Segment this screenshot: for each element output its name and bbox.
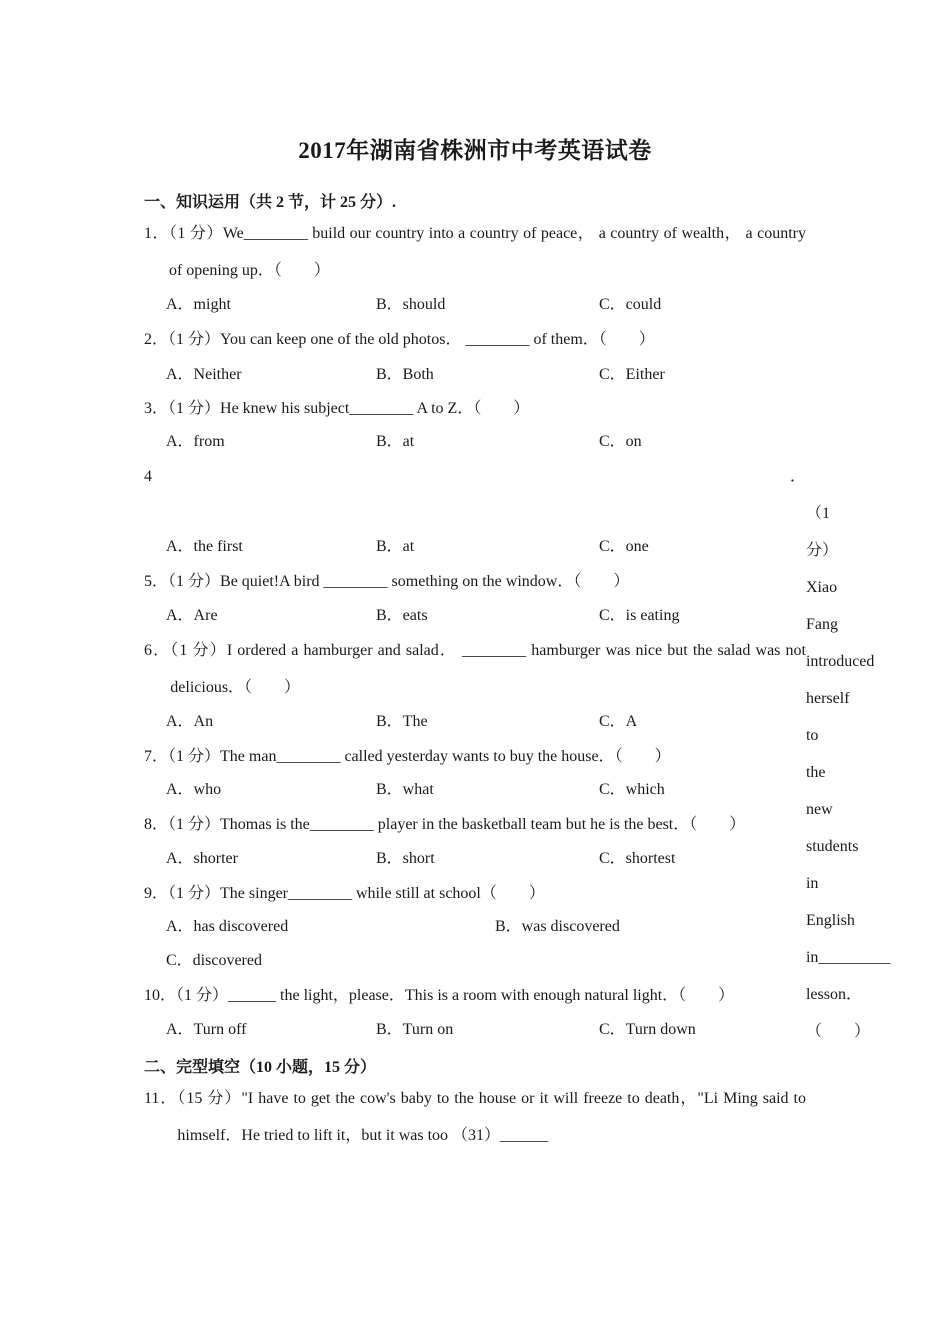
option-b[interactable]: B．at xyxy=(376,433,415,450)
question-10 xyxy=(144,977,806,1014)
option-c[interactable]: C．could xyxy=(599,296,662,313)
section-heading-1: 一、知识运用（共 2 节，计 25 分）. xyxy=(144,194,397,211)
question-stem: （1 分）You can keep one of the old photos． ________ of them．（ ） xyxy=(168,331,655,348)
option-a[interactable]: A．shorter xyxy=(166,850,238,867)
question-stem: （1 分）Thomas is the________ player in the basketball team but he is the best．（ ） xyxy=(168,816,746,833)
question-number: 8． xyxy=(144,816,169,833)
option-c[interactable]: C．shortest xyxy=(599,850,676,867)
question-7 xyxy=(144,738,806,775)
option-c[interactable]: C．on xyxy=(599,433,642,450)
question-stem: （15 分）"I have to get the cow's baby to the house or it will freeze to death，"Li Ming said to himself．He tried to lift it，but it was too （31）______ xyxy=(177,1090,806,1144)
question-stem: （1 分）I ordered a hamburger and salad． ________ hamburger was nice but the salad was not delicious．（ ） xyxy=(170,642,806,696)
question-8 xyxy=(144,806,806,843)
question-stem: （1 分）Xiao Fang introduced herself to the new students in English in_________ lesson．（ ） xyxy=(805,505,891,1040)
question-stem: （1 分）Be quiet!A bird ________ something on the window．（ ） xyxy=(168,573,630,590)
option-c[interactable]: C．Either xyxy=(599,366,665,383)
question-stem: （1 分）The singer________ while still at school（ ） xyxy=(168,885,545,902)
question-stem: （1 分）The man________ called yesterday wants to buy the house．（ ） xyxy=(168,748,671,765)
question-number: 11． xyxy=(144,1090,178,1107)
question-number: 7． xyxy=(144,748,169,765)
option-c[interactable]: C．Turn down xyxy=(599,1021,696,1038)
option-b[interactable]: B．what xyxy=(376,781,434,798)
option-a[interactable]: A．Neither xyxy=(166,366,242,383)
question-5 xyxy=(144,563,806,600)
question-6 xyxy=(144,632,806,706)
question-number: 4． xyxy=(144,468,806,485)
option-b[interactable]: B．The xyxy=(376,713,428,730)
option-b[interactable]: B．short xyxy=(376,850,435,867)
question-number: 1． xyxy=(144,225,169,242)
question-number: 10． xyxy=(144,987,177,1004)
question-stem: （1 分）We________ build our country into a country of peace， a country of wealth， a country of opening up．（ ） xyxy=(168,225,806,279)
option-b[interactable]: B．Both xyxy=(376,366,434,383)
option-c[interactable]: C．one xyxy=(599,538,649,555)
option-a[interactable]: A．who xyxy=(166,781,222,798)
question-number: 2． xyxy=(144,331,169,348)
option-a[interactable]: A．has discovered xyxy=(166,918,289,935)
question-number: 3． xyxy=(144,400,169,417)
option-a[interactable]: A．from xyxy=(166,433,225,450)
option-c[interactable]: C．discovered xyxy=(166,952,262,969)
question-1 xyxy=(144,215,806,289)
question-11 xyxy=(144,1080,806,1154)
question-3 xyxy=(144,390,806,427)
option-c[interactable]: C．which xyxy=(599,781,665,798)
option-a[interactable]: A．An xyxy=(166,713,214,730)
option-a[interactable]: A．the first xyxy=(166,538,243,555)
question-number: 9． xyxy=(144,885,169,902)
option-a[interactable]: A．Turn off xyxy=(166,1021,247,1038)
option-a[interactable]: A．might xyxy=(166,296,231,313)
option-c[interactable]: C．A xyxy=(599,713,638,730)
question-stem: （1 分）______ the light，please．This is a room with enough natural light．（ ） xyxy=(176,987,735,1004)
question-stem: （1 分）He knew his subject________ A to Z．（ ） xyxy=(168,400,530,417)
option-b[interactable]: B．was discovered xyxy=(495,918,620,935)
question-number: 5． xyxy=(144,573,169,590)
section-heading-2: 二、完型填空（10 小题，15 分） xyxy=(144,1059,377,1076)
page-title: 2017年湖南省株洲市中考英语试卷 xyxy=(298,138,652,163)
option-b[interactable]: B．should xyxy=(376,296,446,313)
question-number: 6． xyxy=(144,642,171,659)
option-b[interactable]: B．at xyxy=(376,538,415,555)
option-c[interactable]: C．is eating xyxy=(599,607,680,624)
question-9 xyxy=(144,875,806,912)
option-b[interactable]: B．Turn on xyxy=(376,1021,454,1038)
question-2 xyxy=(144,321,806,358)
option-a[interactable]: A．Are xyxy=(166,607,218,624)
option-b[interactable]: B．eats xyxy=(376,607,428,624)
